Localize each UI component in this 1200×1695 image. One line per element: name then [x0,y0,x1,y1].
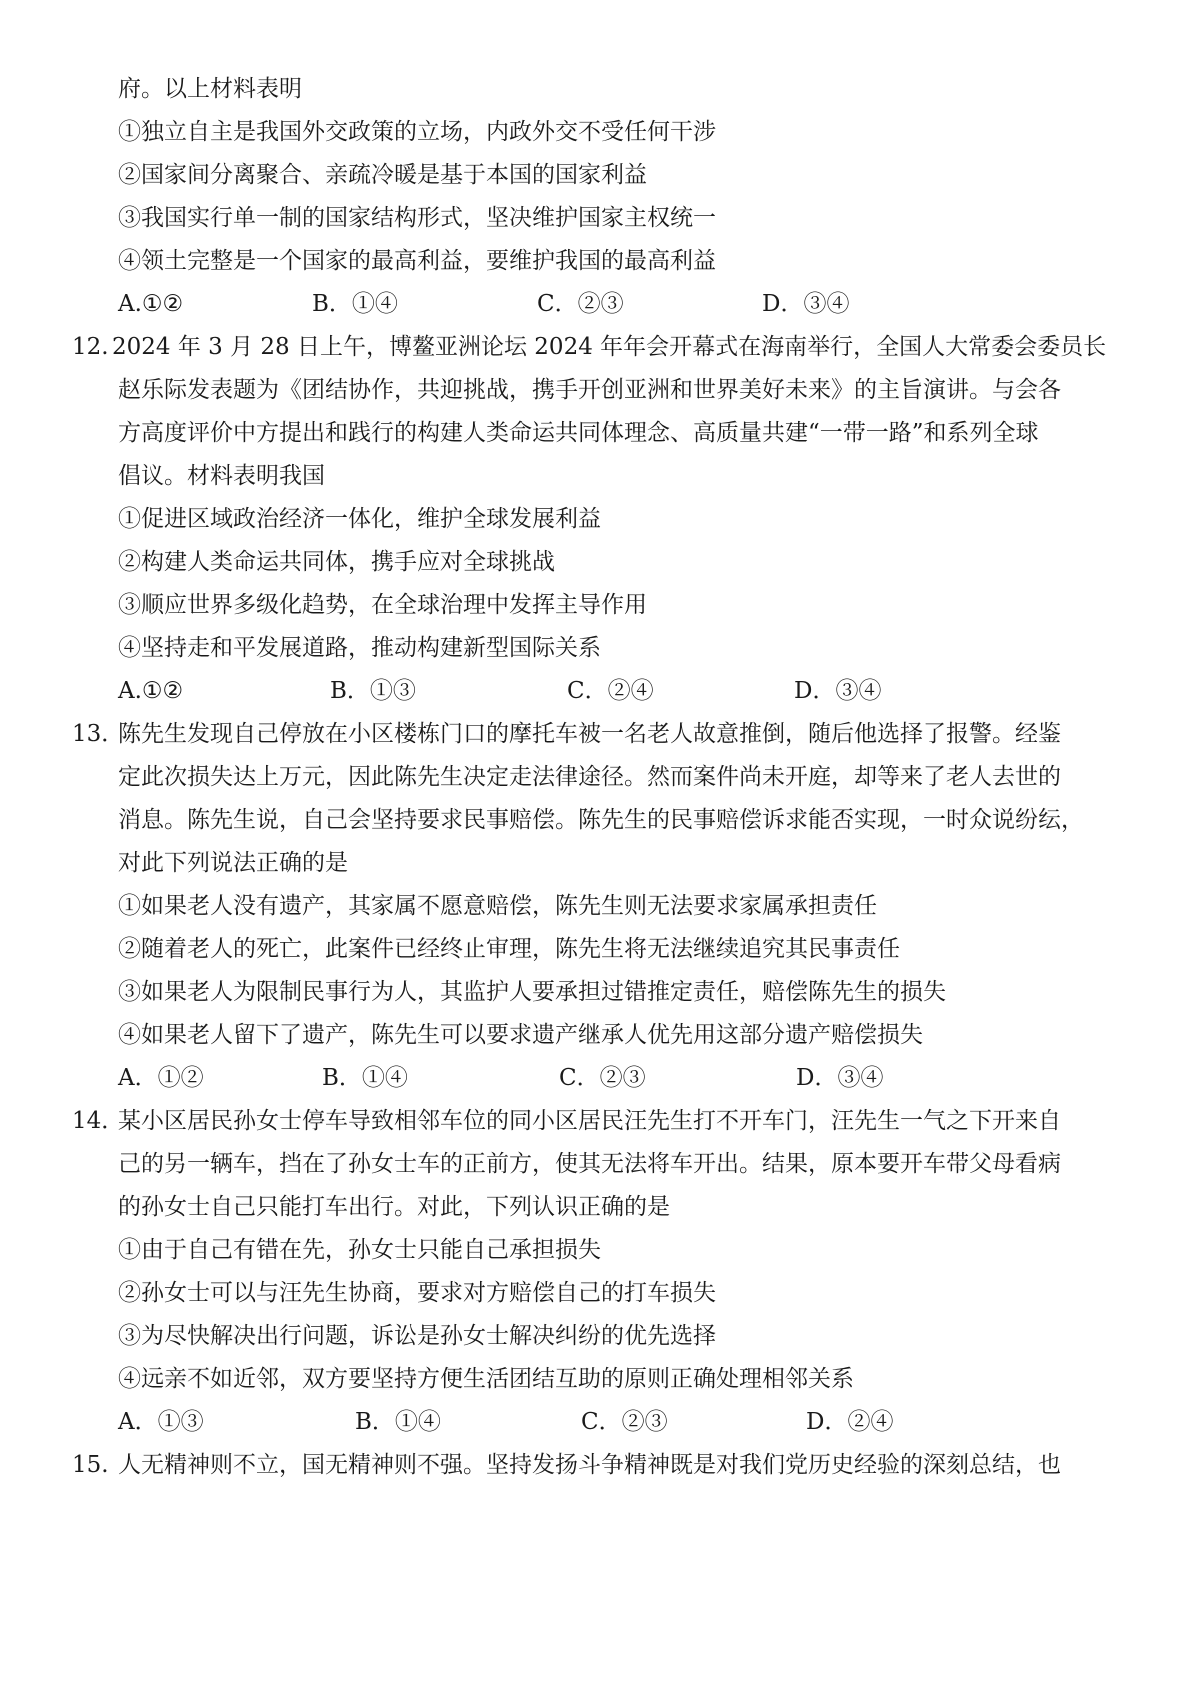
q12-stem-line-3: 方高度评价中方提出和践行的构建人类命运共同体理念、高质量共建“一带一路”和系列全球 [118,420,1039,446]
q12-number: 12. [72,334,109,360]
q14-options [0,1407,1200,1437]
q12-statement-4: ④坚持走和平发展道路，推动构建新型国际关系 [118,635,601,661]
q13-statement-2: ②随着老人的死亡，此案件已经终止审理，陈先生将无法继续追究其民事责任 [118,936,900,962]
q13-option-a[interactable]: A．①② [118,1065,204,1091]
q12-option-d[interactable]: D．③④ [794,678,882,704]
q12-statement-2: ②构建人类命运共同体，携手应对全球挑战 [118,549,555,575]
q12-option-c[interactable]: C．②④ [567,678,654,704]
q12-statement-3: ③顺应世界多级化趋势，在全球治理中发挥主导作用 [118,592,647,618]
q13-option-d[interactable]: D．③④ [796,1065,884,1091]
q11-option-d[interactable]: D．③④ [762,291,850,317]
q11-option-a[interactable]: A.①② [118,291,184,317]
q14-option-a[interactable]: A．①③ [118,1409,204,1435]
q14-option-c[interactable]: C．②③ [581,1409,668,1435]
q15-stem-line-1: 人无精神则不立，国无精神则不强。坚持发扬斗争精神既是对我们党历史经验的深刻总结，也 [118,1452,1061,1478]
q14-statement-3: ③为尽快解决出行问题，诉讼是孙女士解决纠纷的优先选择 [118,1323,716,1349]
q11-statement-4: ④领土完整是一个国家的最高利益，要维护我国的最高利益 [118,248,716,274]
q13-stem-line-3: 消息。陈先生说，自己会坚持要求民事赔偿。陈先生的民事赔偿诉求能否实现，一时众说纷纭， [118,807,1084,833]
q14-stem-line-1: 某小区居民孙女士停车导致相邻车位的同小区居民汪先生打不开车门，汪先生一气之下开来自 [118,1108,1061,1134]
q13-stem-line-4: 对此下列说法正确的是 [118,850,348,876]
q13-options [0,1063,1200,1093]
q12-stem-line-1: 2024 年 3 月 28 日上午，博鳌亚洲论坛 2024 年年会开幕式在海南举行，全国人大常委会委员长 [112,334,1107,360]
q11-option-c[interactable]: C．②③ [537,291,624,317]
q12-option-b[interactable]: B．①③ [330,678,416,704]
q14-option-d[interactable]: D．②④ [806,1409,894,1435]
q12-option-a[interactable]: A.①② [118,678,184,704]
q13-option-b[interactable]: B．①④ [322,1065,408,1091]
q13-stem-line-1: 陈先生发现自己停放在小区楼栋门口的摩托车被一名老人故意推倒，随后他选择了报警。经鉴 [118,721,1061,747]
q14-stem-line-2: 己的另一辆车，挡在了孙女士车的正前方，使其无法将车开出。结果，原本要开车带父母看病 [118,1151,1061,1177]
q11-statement-2: ②国家间分离聚合、亲疏冷暖是基于本国的国家利益 [118,162,647,188]
q14-statement-2: ②孙女士可以与汪先生协商，要求对方赔偿自己的打车损失 [118,1280,716,1306]
q14-statement-1: ①由于自己有错在先，孙女士只能自己承担损失 [118,1237,601,1263]
q11-statement-1: ①独立自主是我国外交政策的立场，内政外交不受任何干涉 [118,119,716,145]
q13-statement-1: ①如果老人没有遗产，其家属不愿意赔偿，陈先生则无法要求家属承担责任 [118,893,877,919]
q14-stem-line-3: 的孙女士自己只能打车出行。对此，下列认识正确的是 [118,1194,670,1220]
q13-stem-line-2: 定此次损失达上万元，因此陈先生决定走法律途径。然而案件尚未开庭，却等来了老人去世的 [118,764,1061,790]
q12-statement-1: ①促进区域政治经济一体化，维护全球发展利益 [118,506,601,532]
q14-number: 14． [72,1108,125,1134]
q13-statement-4: ④如果老人留下了遗产，陈先生可以要求遗产继承人优先用这部分遗产赔偿损失 [118,1022,923,1048]
q11-statement-3: ③我国实行单一制的国家结构形式，坚决维护国家主权统一 [118,205,716,231]
q12-stem-line-4: 倡议。材料表明我国 [118,463,325,489]
q14-statement-4: ④远亲不如近邻，双方要坚持方便生活团结互助的原则正确处理相邻关系 [118,1366,854,1392]
q14-option-b[interactable]: B．①④ [355,1409,441,1435]
q15-number: 15. [72,1452,109,1478]
q11-option-b[interactable]: B．①④ [312,291,398,317]
q13-number: 13． [72,721,125,747]
q12-stem-line-2: 赵乐际发表题为《团结协作，共迎挑战，携手开创亚洲和世界美好未来》的主旨演讲。与会各 [118,377,1061,403]
q13-statement-3: ③如果老人为限制民事行为人，其监护人要承担过错推定责任，赔偿陈先生的损失 [118,979,946,1005]
q11-options [0,289,1200,319]
q12-options [0,676,1200,706]
q13-option-c[interactable]: C．②③ [559,1065,646,1091]
q11-stem-tail: 府。以上材料表明 [118,76,302,102]
